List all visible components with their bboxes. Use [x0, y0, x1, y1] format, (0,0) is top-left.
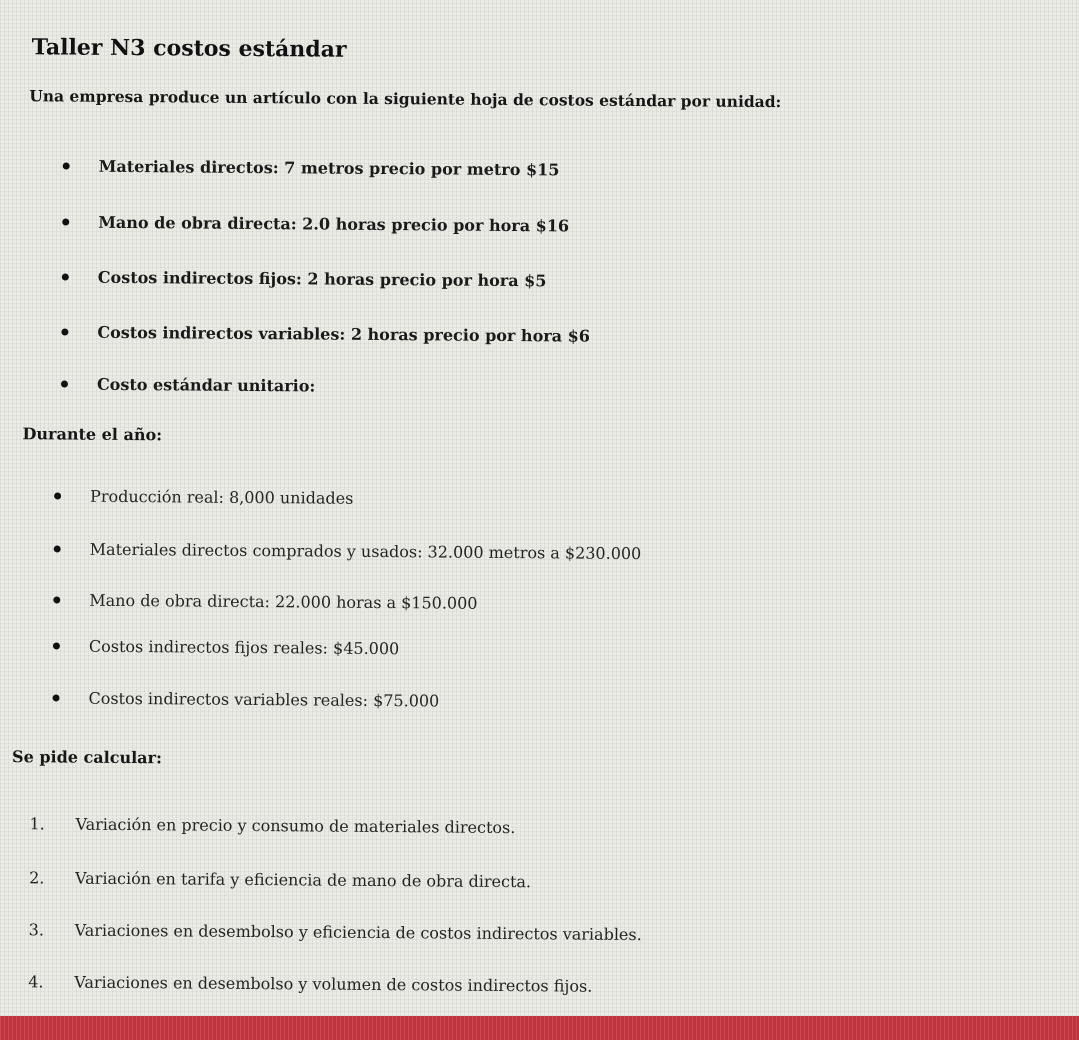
bullet-icon — [62, 218, 69, 225]
tasks-heading: Se pide calcular: — [11, 747, 162, 768]
bullet-icon — [53, 596, 60, 603]
task-text: Variación en tarifa y eficiencia de mano de obra directa. — [75, 868, 532, 892]
task-number: 1. — [29, 814, 45, 834]
task-text: Variaciones en desembolso y eficiencia de costos indirectos variables. — [74, 920, 642, 945]
year-heading: Durante el año: — [22, 424, 163, 445]
bullet-icon — [62, 273, 69, 280]
bullet-icon — [61, 328, 68, 335]
task-number: 4. — [28, 972, 44, 992]
list-item-text: Producción real: 8,000 unidades — [90, 486, 354, 508]
list-item-text: Mano de obra directa: 22.000 horas a $150.000 — [89, 590, 478, 613]
list-item-text: Costo estándar unitario: — [96, 374, 316, 396]
task-number: 2. — [29, 868, 45, 888]
bullet-icon — [52, 694, 59, 701]
screen-bottom-edge — [0, 1016, 1079, 1040]
intro-text: Una empresa produce un artículo con la siguiente hoja de costos estándar por unidad: — [29, 86, 782, 112]
bullet-icon — [63, 162, 70, 169]
bullet-icon — [61, 380, 68, 387]
task-text: Variación en precio y consumo de materiales directos. — [75, 814, 516, 838]
bullet-icon — [54, 545, 61, 552]
list-item-text: Materiales directos: 7 metros precio por metro $15 — [98, 156, 560, 180]
task-number: 3. — [28, 920, 45, 940]
list-item-text: Costos indirectos variables: 2 horas precio por hora $6 — [97, 322, 590, 346]
page-title: Taller N3 costos estándar — [31, 34, 347, 63]
bullet-icon — [53, 642, 60, 649]
list-item-text: Costos indirectos fijos reales: $45.000 — [88, 636, 400, 659]
list-item-text: Costos indirectos fijos: 2 horas precio por hora $5 — [97, 267, 547, 291]
list-item-text: Materiales directos comprados y usados: 32.000 metros a $230.000 — [89, 539, 642, 564]
bullet-icon — [54, 492, 61, 499]
list-item-text: Mano de obra directa: 2.0 horas precio por hora $16 — [98, 212, 570, 236]
list-item-text: Costos indirectos variables reales: $75.000 — [88, 688, 440, 711]
task-text: Variaciones en desembolso y volumen de costos indirectos fijos. — [74, 972, 593, 996]
